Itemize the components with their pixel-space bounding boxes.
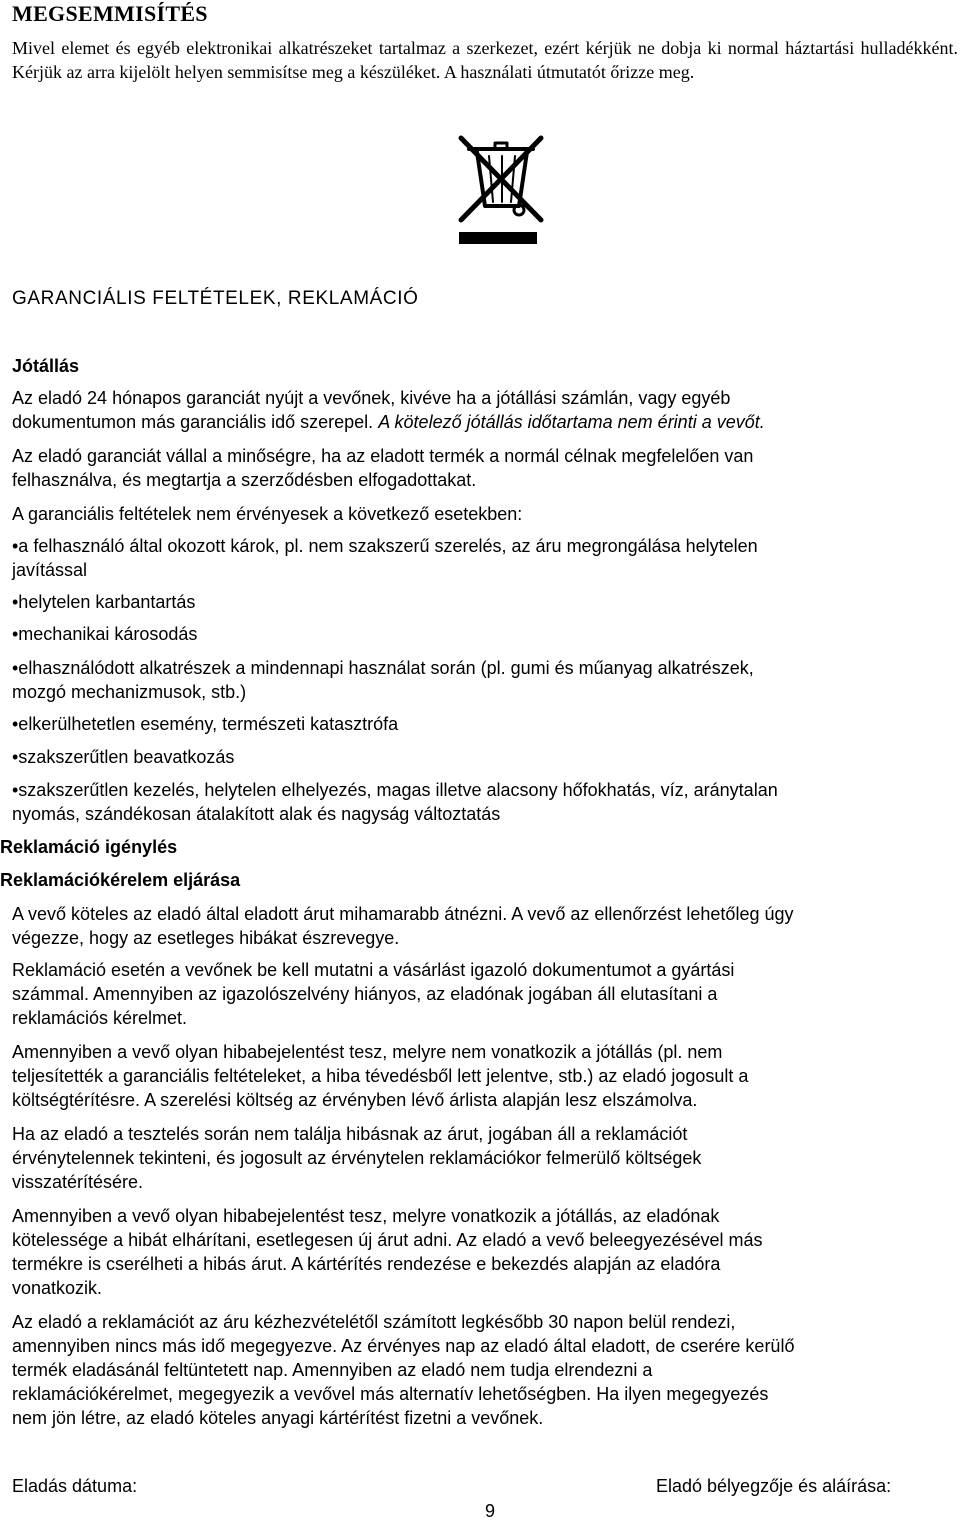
exclusion-item-2: •helytelen karbantartás [12, 592, 196, 612]
seller-stamp-label: Eladó bélyegzője és aláírása: [656, 1476, 892, 1496]
claims-heading-1: Reklamáció igénylés [0, 837, 178, 857]
warranty-p1-italic: A kötelező jótállás időtartama nem érinti a vevőt. [378, 412, 765, 432]
claims-p5-line-2: kötelessége a hibát elhárítani, esetlegesen új árut adni. Az eladó a vevő beleegyezésével más [12, 1230, 763, 1250]
warranty-p3: A garanciális feltételek nem érvényesek a következő esetekben: [12, 504, 523, 524]
claims-p6-line-1: Az eladó a reklamációt az áru kézhezvételétől számított legkésőbb 30 napon belül rendezi, [12, 1312, 736, 1332]
sale-date-label: Eladás dátuma: [12, 1476, 138, 1496]
warranty-p2-line-1: Az eladó garanciát vállal a minőségre, ha az eladott termék a normál célnak megfelelően van [12, 446, 754, 466]
claims-heading-2: Reklamációkérelem eljárása [0, 870, 241, 890]
disposal-heading: MEGSEMMISÍTÉS [12, 1, 208, 26]
warranty-p1-line-1: Az eladó 24 hónapos garanciát nyújt a vevőnek, kivéve ha a jótállási számlán, vagy egyéb [12, 388, 731, 408]
exclusion-item-3: •mechanikai károsodás [12, 624, 198, 644]
claims-p4-line-1: Ha az eladó a tesztelés során nem találja hibásnak az árut, jogában áll a reklamációt [12, 1124, 688, 1144]
claims-p3-line-1: Amennyiben a vevő olyan hibabejelentést tesz, melyre nem vonatkozik a jótállás (pl. nem [12, 1042, 723, 1062]
claims-p5-line-3: termékre is cserélheti a hibás árut. A kártérítés rendezése e bekezdés alapján az eladóra [12, 1254, 721, 1274]
exclusion-item-1: •a felhasználó által okozott károk, pl. nem szakszerű szerelés, az áru megrongálása helytelen [12, 536, 758, 556]
claims-p4-line-2: érvénytelennek tekinteni, és jogosult az érvénytelen reklamációkor felmerülő költségek [12, 1148, 702, 1168]
claims-p3-line-3: költségtérítésre. A szerelési költség az érvényben lévő árlista alapján lesz elszámolva. [12, 1090, 698, 1110]
exclusion-item-4-cont: mozgó mechanizmusok, stb.) [12, 682, 247, 702]
claims-p4-line-3: visszatérítésére. [12, 1172, 144, 1192]
claims-p6-line-5: nem jön létre, az eladó köteles anyagi kártérítést fizetni a vevőnek. [12, 1408, 544, 1428]
exclusion-item-5: •elkerülhetetlen esemény, természeti katasztrófa [12, 714, 399, 734]
claims-p6-line-3: termék eladásánál feltüntetett nap. Amennyiben az eladó nem tudja elrendezni a [12, 1360, 653, 1380]
warranty-p1-text: dokumentumon más garanciális idő szerepel. [12, 412, 374, 432]
page-number: 9 [485, 1501, 496, 1521]
claims-p5-line-1: Amennyiben a vevő olyan hibabejelentést tesz, melyre vonatkozik a jótállás, az eladónak [12, 1206, 720, 1226]
claims-p6-line-4: reklamációkérelmet, megegyezik a vevővel más alternatív lehetőségben. Ha ilyen megegyezés [12, 1384, 769, 1404]
claims-p3-line-2: teljesítették a garanciális feltételeket, a hiba tévedésből lett jelentve, stb.) az eladó jogosult a [12, 1066, 749, 1086]
exclusion-item-7-cont: nyomás, szándékosan átalakított alak és nagyság változtatás [12, 804, 501, 824]
claims-p1-line-1: A vevő köteles az eladó által eladott árut mihamarabb átnézni. A vevő az ellenőrzést lehetőleg úgy [12, 904, 794, 924]
warranty-heading: GARANCIÁLIS FELTÉTELEK, REKLAMÁCIÓ [12, 288, 419, 309]
claims-p2-line-2: számmal. Amennyiben az igazolószelvény hiányos, az eladónak jogában áll elutasítani a [12, 984, 718, 1004]
crossed-out-bin-icon [455, 122, 549, 250]
exclusion-item-4: •elhasználódott alkatrészek a mindennapi használat során (pl. gumi és műanyag alkatrészek, [12, 658, 754, 678]
exclusion-item-1-cont: javítással [12, 560, 88, 580]
claims-p5-line-4: vonatkozik. [12, 1278, 103, 1298]
jotallas-heading: Jótállás [12, 356, 80, 376]
claims-p1-line-2: végezze, hogy az esetleges hibákat észrevegye. [12, 928, 400, 948]
exclusion-item-6: •szakszerűtlen beavatkozás [12, 747, 235, 767]
claims-p2-line-1: Reklamáció esetén a vevőnek be kell mutatni a vásárlást igazoló dokumentumot a gyártási [12, 960, 735, 980]
claims-p2-line-3: reklamációs kérelmet. [12, 1008, 188, 1028]
claims-p6-line-2: amennyiben nincs más idő megegyezve. Az érvényes nap az eladó által eladott, de cserére kerülő [12, 1336, 795, 1356]
warranty-p2-line-2: felhasználva, és megtartja a szerződésben elfogadottakat. [12, 470, 477, 490]
warranty-p1-line-2 [12, 410, 765, 434]
disposal-text: Mivel elemet és egyéb elektronikai alkatrészeket tartalmaz a szerkezet, ezért kérjük ne dobja ki normal háztartási hulladékként. Kérjük az arra kijelölt helyen semmisítse meg a készüléket. A használati útmutatót őrizze meg. [12, 38, 958, 82]
exclusion-item-7: •szakszerűtlen kezelés, helytelen elhelyezés, magas illetve alacsony hőfokhatás, víz, aránytalan [12, 780, 778, 800]
